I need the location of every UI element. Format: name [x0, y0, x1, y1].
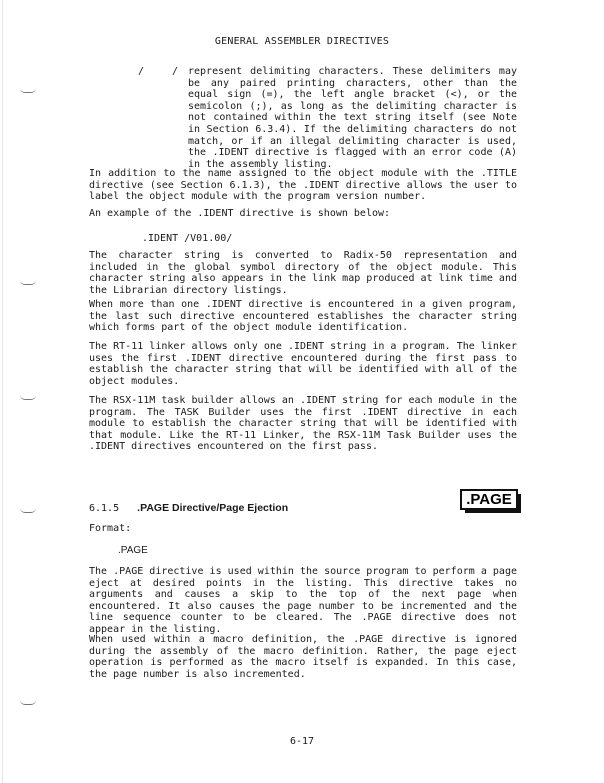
section-number: 6.1.5	[89, 503, 120, 514]
paragraph-multiple-ident: When more than one .IDENT directive is encountered in a given program, the last such directive encountered establishes the character string which forms part of the object module identification.	[89, 299, 517, 334]
binder-mark	[20, 280, 36, 285]
binder-mark	[20, 88, 36, 93]
binder-mark	[20, 508, 36, 513]
section-heading	[89, 503, 389, 515]
delimiter-slash-right: /	[172, 66, 179, 77]
format-value: .PAGE	[118, 545, 148, 556]
paragraph-rsx11m-taskbuilder: The RSX-11M task builder allows an .IDENT string for each module in the program. The TASK Builder uses the first .IDENT directive in each module to establish the character string that will be identified with that module. Like the RT-11 Linker, the RSX-11M Task Builder uses the .IDENT directives encountered on the first pass.	[89, 395, 517, 453]
scan-edge-line	[2, 0, 3, 783]
section-title: .PAGE Directive/Page Ejection	[137, 502, 289, 514]
code-example: .IDENT /V01.00/	[142, 233, 233, 244]
delimiter-description: represent delimiting characters. These delimiters may be any paired printing characters, other than the equal sign (=), the left angle bracket (<), or the semicolon (;), as long as the delimiting character is not contained within the text string itself (see Note in Section 6.3.4). If the delimiting characters do not match, or if an illegal delimiting character is used, the .IDENT directive is flagged with an error code (A) in the assembly listing.	[188, 66, 517, 170]
binder-mark	[20, 395, 36, 400]
paragraph-ident-intro: In addition to the name assigned to the object module with the .TITLE directive (see Section 6.1.3), the .IDENT directive allows the user to label the object module with the program version number.	[89, 168, 517, 203]
page-number: 6-17	[289, 736, 315, 747]
page-header: GENERAL ASSEMBLER DIRECTIVES	[214, 36, 390, 47]
paragraph-macro-page: When used within a macro definition, the .PAGE directive is ignored during the assembly of the macro definition. Rather, the page eject operation is performed as the macro itself is expanded. In this case, the page number is also incremented.	[89, 634, 517, 680]
paragraph-page-directive: The .PAGE directive is used within the source program to perform a page eject at desired points in the listing. This directive takes no arguments and causes a skip to the top of the next page when encountered. It also causes the page number to be incremented and the line sequence counter to be cleared. The .PAGE directive does not appear in the listing.	[89, 566, 517, 635]
paragraph-example-intro: An example of the .IDENT directive is shown below:	[89, 208, 391, 219]
delimiter-slash-left: /	[138, 66, 145, 77]
paragraph-rt11-linker: The RT-11 linker allows only one .IDENT string in a program. The linker uses the first .IDENT directive encountered during the first pass to establish the character string that will be identified with all of the object modules.	[89, 341, 517, 387]
format-label: Format:	[89, 523, 132, 534]
binder-mark	[20, 700, 36, 705]
paragraph-radix50: The character string is converted to Radix-50 representation and included in the global symbol directory of the object module. This character string also appears in the link map produced at link time and the Librarian directory listings.	[89, 250, 517, 296]
page-directive-badge: .PAGE	[460, 489, 518, 510]
